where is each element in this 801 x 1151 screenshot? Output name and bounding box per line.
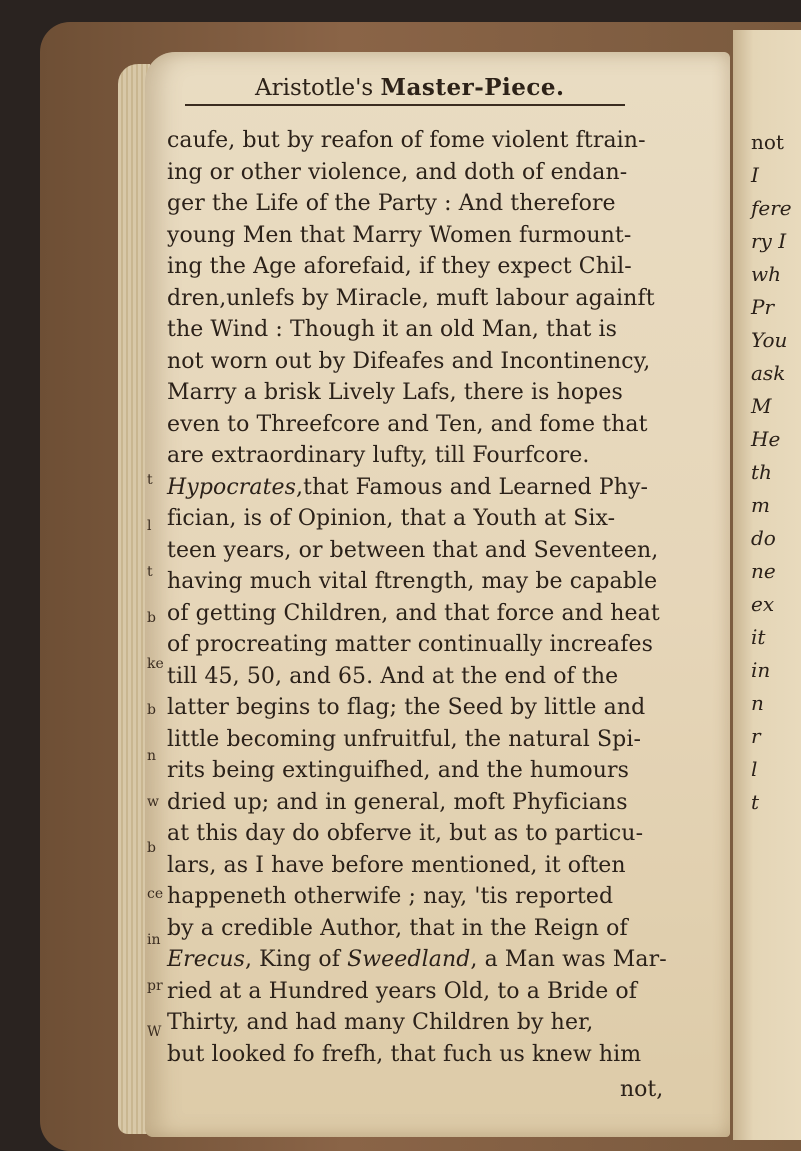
- facing-line: it: [751, 625, 766, 649]
- facing-line: ry I: [751, 229, 787, 253]
- text-line: ing the Age aforefaid, if they expect Chil-: [167, 254, 632, 279]
- facing-line: ask: [751, 361, 786, 385]
- text-line: little becoming unfruitful, the natural Spi-: [167, 726, 641, 752]
- text-line: lars, as I have before mentioned, it often: [167, 852, 626, 878]
- text-line: but looked fo frefh, that fuch us knew him: [167, 1041, 642, 1067]
- running-header: [255, 74, 675, 101]
- text-line: young Men that Marry Women furmount-: [167, 222, 632, 248]
- text-line: at this day do obferve it, but as to particu-: [167, 821, 644, 846]
- margin-mark: w: [147, 794, 159, 810]
- facing-line: do: [751, 526, 776, 550]
- header-title: Master-Piece.: [380, 74, 565, 101]
- facing-line: l: [751, 757, 758, 781]
- text-line: fician, is of Opinion, that a Youth at Six-: [167, 506, 616, 531]
- margin-mark: t: [147, 472, 153, 488]
- text-line: dren,unlefs by Miracle, muft labour againft: [167, 285, 655, 311]
- text-line: the Wind : Though it an old Man, that is: [167, 317, 618, 342]
- margin-mark: b: [147, 610, 156, 626]
- margin-mark: l: [147, 518, 152, 534]
- facing-line: fere: [751, 196, 792, 220]
- text-line: ried at a Hundred years Old, to a Bride of: [167, 978, 638, 1004]
- text-line: Marry a brisk Lively Lafs, there is hopes: [167, 380, 623, 405]
- text-line: rits being extinguifhed, and the humours: [167, 758, 630, 783]
- margin-mark: ce: [147, 886, 164, 902]
- margin-mark: in: [147, 932, 161, 948]
- book-page: [145, 52, 730, 1137]
- text-line: are extraordinary lufty, till Fourfcore.: [167, 443, 590, 468]
- header-author: Aristotle's: [255, 75, 374, 101]
- text-line: ing or other violence, and doth of endan-: [167, 159, 628, 185]
- margin-mark: pr: [147, 978, 163, 994]
- facing-line: th: [751, 460, 772, 484]
- facing-page: [733, 30, 801, 1140]
- text-line: of getting Children, and that force and heat: [167, 600, 660, 626]
- text-line: even to Threefcore and Ten, and fome that: [167, 411, 648, 437]
- text-line: caufe, but by reafon of fome violent ftrain-: [167, 128, 646, 153]
- facing-line: ne: [751, 559, 776, 583]
- margin-mark: W: [147, 1024, 162, 1040]
- facing-line: t: [751, 790, 760, 814]
- facing-line: not: [751, 130, 784, 154]
- text-line: not worn out by Difeafes and Incontinency,: [167, 348, 651, 374]
- text-line: teen years, or between that and Seventeen,: [167, 537, 659, 563]
- catchword: not,: [620, 1077, 664, 1102]
- facing-line: I: [751, 163, 759, 187]
- text-line: Erecus, King of Sweedland, a Man was Mar-: [167, 947, 667, 972]
- facing-line: wh: [751, 262, 781, 286]
- text-line: dried up; and in general, moft Phyficians: [167, 789, 628, 815]
- margin-mark: n: [147, 748, 157, 764]
- text-line: having much vital ftrength, may be capable: [167, 569, 658, 594]
- facing-line: Pr: [751, 295, 775, 319]
- facing-line: m: [751, 493, 770, 517]
- text-line: of procreating matter continually increafes: [167, 632, 654, 657]
- margin-mark: t: [147, 564, 153, 580]
- facing-line: r: [751, 724, 761, 748]
- facing-line: M: [751, 394, 772, 418]
- text-line: latter begins to flag; the Seed by little and: [167, 695, 646, 720]
- text-line: Thirty, and had many Children by her,: [167, 1010, 594, 1035]
- facing-line: n: [751, 691, 764, 715]
- facing-line: You: [751, 328, 788, 352]
- facing-line: in: [751, 658, 771, 682]
- margin-mark: b: [147, 702, 156, 718]
- text-line: till 45, 50, and 65. And at the end of the: [167, 663, 619, 689]
- facing-line: ex: [751, 592, 775, 616]
- text-line: ger the Life of the Party : And therefore: [167, 191, 616, 216]
- margin-mark: b: [147, 840, 156, 856]
- text-line: happeneth otherwife ; nay, 'tis reported: [167, 884, 614, 909]
- facing-line: He: [751, 427, 781, 451]
- header-rule: [185, 104, 625, 106]
- margin-mark: ke: [147, 656, 164, 672]
- text-line: Hypocrates,that Famous and Learned Phy-: [167, 474, 649, 500]
- text-line: by a credible Author, that in the Reign of: [167, 915, 628, 941]
